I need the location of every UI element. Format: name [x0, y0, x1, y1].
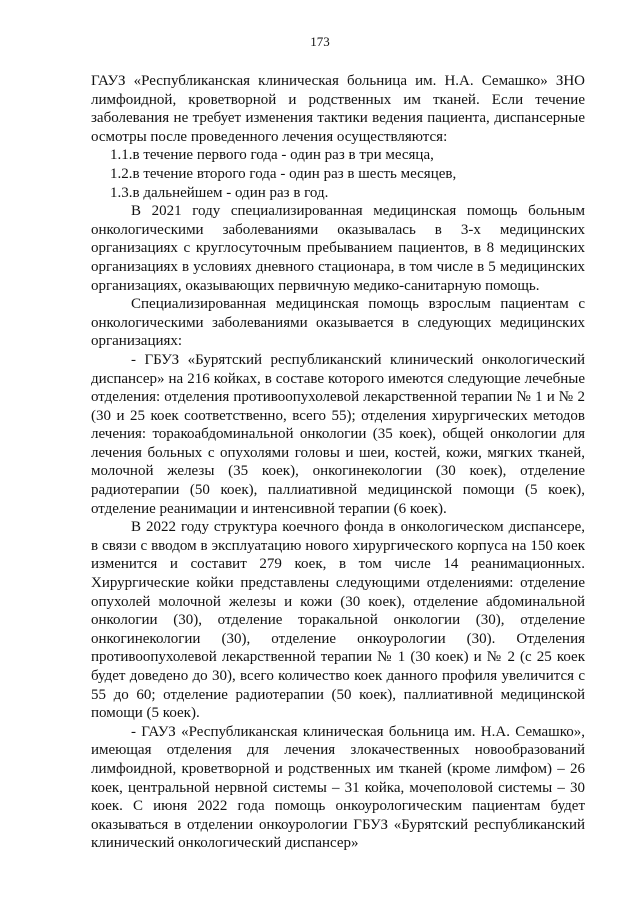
- paragraph-2021-care: В 2021 году специализированная медицинская помощь больным онкологическими заболеваниями оказывалась в 3-х медицинских организациях с круглосуточным пребыванием пациентов, в 8 медицинских организациях в условиях дневного стационара, в том числе в 5 медицинских организациях, оказывающих первичную медико-санитарную помощь.: [91, 203, 585, 294]
- list-item-first-year: 1.1.в течение первого года - один раз в три месяца,: [110, 147, 434, 164]
- document-body: [91, 72, 585, 853]
- paragraph-2022-bed-structure: В 2022 году структура коечного фонда в онкологическом диспансере, в связи с вводом в эксплуатацию нового хирургического корпуса на 150 коек изменится и составит 279 коек, в том числе 14 реанимационных. Хирургические койки представлены следующими отделениями: отделение опухолей молочной железы и кожи (30 коек), отделение абдоминальной онкологии (30), отделение торакальной онкологии (30), отделение онкогинекологии (30), отделение онкоурологии (30). Отделения противоопухолевой лекарственной терапии № 1 (30 коек) и № 2 (с 25 коек будет доведено до 30), всего количество коек данного профиля увеличится с 55 до 60; отделение радиотерапии (50 коек), паллиативной медицинской помощи (5 коек).: [91, 519, 585, 722]
- paragraph-semashko-hospital: - ГАУЗ «Республиканская клиническая больница им. Н.А. Семашко», имеющая отделения для лечения злокачественных новообразований лимфоидной, кроветворной и родственных им тканей (кроме лимфом) – 26 коек, центральной нервной системы – 31 койка, мочеполовой системы – 30 коек. С июня 2022 года помощь онкоурологическим пациентам будет оказываться в отделении онкоурологии ГБУЗ «Бурятский республиканский клинический онкологический диспансер»: [91, 723, 585, 852]
- list-item-second-year: 1.2.в течение второго года - один раз в шесть месяцев,: [110, 165, 457, 182]
- paragraph-specialized-care: Специализированная медицинская помощь взрослым пациентам с онкологическими заболеваниями оказывается в следующих медицинских организациях:: [91, 296, 585, 350]
- list-item-later: 1.3.в дальнейшем - один раз в год.: [110, 184, 329, 201]
- page-number: 173: [310, 34, 330, 49]
- paragraph-oncology-dispensary: - ГБУЗ «Бурятский республиканский клинический онкологический диспансер» на 216 койках, в составе которого имеются следующие лечебные отделения: отделения противоопухолевой лекарственной терапии № 1 и № 2 (30 и 25 коек соответственно, всего 55); отделения хирургических методов лечения: торакоабдоминальной онкологии (35 коек), общей онкологии для лечения больных с опухолями головы и шеи, костей, кожи, мягких тканей, молочной железы (35 коек), онкогинекологии (30 коек), отделение радиотерапии (50 коек), паллиативной медицинской помощи (5 коек), отделение реанимации и интенсивной терапии (6 коек).: [91, 351, 585, 517]
- paragraph-follow-up-rules: ГАУЗ «Республиканская клиническая больница им. Н.А. Семашко» ЗНО лимфоидной, кроветворной и родственных им тканей. Если течение заболевания не требует изменения тактики ведения пациента, диспансерные осмотры после проведенного лечения осуществляются:: [91, 73, 585, 145]
